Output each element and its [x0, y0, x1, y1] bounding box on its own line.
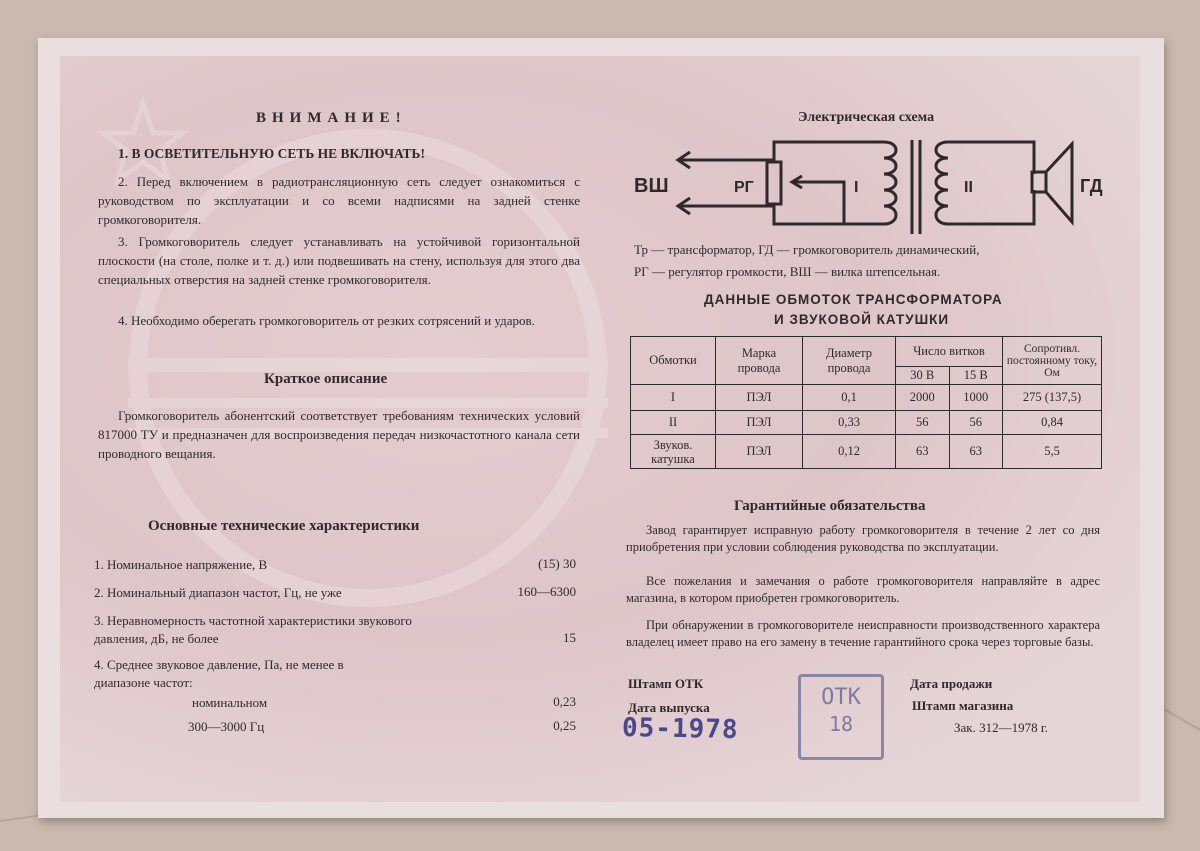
- warranty-title: Гарантийные обязательства: [734, 498, 926, 514]
- winding-1-label: I: [854, 179, 859, 196]
- legend-line-1: Тр — трансформатор, ГД — громкоговоритель динамический,: [634, 242, 980, 257]
- warning-item-3: 3. Громкоговоритель следует устанавливать на устойчивой горизонтальной плоскости (на столе, полке и т. д.) или подвешивать на стену, используя для этого два специальных отверстия на задней стенке громкоговорителя.: [98, 234, 580, 287]
- release-date-stamp: 05-1978: [621, 712, 739, 746]
- table-row: [631, 411, 1102, 435]
- regulator-label: РГ: [734, 179, 754, 196]
- release-date-label: Дата выпуска: [628, 700, 710, 715]
- spec-label: 2. Номинальный диапазон частот, Гц, не уже: [94, 585, 342, 600]
- cell: 63: [896, 435, 950, 469]
- legend-line-2: РГ — регулятор громкости, ВШ — вилка штепсельная.: [634, 264, 941, 279]
- cell: ПЭЛ: [716, 435, 803, 469]
- cell: 0,33: [803, 411, 896, 435]
- header-turns-30: 30 В: [896, 367, 950, 385]
- spec-label: 1. Номинальное напряжение, В: [94, 557, 268, 572]
- otk-box-text: ОТК: [821, 685, 861, 710]
- spec-value: 160—6300: [517, 584, 576, 599]
- cell: ПЭЛ: [716, 411, 803, 435]
- warranty-p1: Завод гарантирует исправную работу громкоговорителя в течение 2 лет со дня приобретения при условии соблюдения руководства по эксплуатации.: [626, 523, 1100, 554]
- spec-value: 0,23: [553, 694, 576, 709]
- otk-box-number: 18: [828, 712, 854, 736]
- header-diameter: Диаметр провода: [803, 337, 896, 385]
- cell: 1000: [949, 385, 1003, 411]
- header-wire: Марка провода: [716, 337, 803, 385]
- windings-title-2: И ЗВУКОВОЙ КАТУШКИ: [774, 312, 950, 327]
- warning-title: ВНИМАНИЕ!: [256, 110, 407, 126]
- spec-label: 300—3000 Гц: [188, 719, 265, 734]
- cell: 63: [949, 435, 1003, 469]
- circuit-diagram: [634, 134, 1114, 244]
- schema-title: Электрическая схема: [798, 110, 935, 125]
- table-row: [631, 385, 1102, 411]
- cell: 0,84: [1003, 411, 1102, 435]
- windings-table: [630, 336, 1102, 469]
- warning-item-1: 1. В ОСВЕТИТЕЛЬНУЮ СЕТЬ НЕ ВКЛЮЧАТЬ!: [118, 146, 425, 161]
- winding-2-label: II: [964, 179, 973, 196]
- plug-label: ВШ: [634, 175, 669, 197]
- cell: 56: [896, 411, 950, 435]
- header-winding: Обмотки: [631, 337, 716, 385]
- header-turns: Число витков: [896, 337, 1003, 367]
- warning-item-2: 2. Перед включением в радиотрансляционную сеть следует ознакомиться с руководством по эксплуатации и со всеми надписями на задней стенке громкоговорителя.: [98, 174, 580, 227]
- spec-label: 4. Среднее звуковое давление, Па, не менее в диапазоне частот:: [94, 657, 344, 690]
- cell: Звуков. катушка: [631, 435, 716, 469]
- warranty-card: [38, 38, 1164, 818]
- cell: ПЭЛ: [716, 385, 803, 411]
- order-number: Зак. 312—1978 г.: [954, 720, 1048, 735]
- windings-title-1: ДАННЫЕ ОБМОТОК ТРАНСФОРМАТОРА: [704, 292, 1003, 307]
- spec-value: (15) 30: [538, 556, 576, 571]
- description-title: Краткое описание: [264, 371, 388, 387]
- spec-value: 15: [563, 630, 576, 645]
- header-turns-15: 15 В: [949, 367, 1003, 385]
- sale-date-label: Дата продажи: [910, 676, 993, 691]
- cell: 5,5: [1003, 435, 1102, 469]
- spec-label: номинальном: [192, 695, 268, 710]
- description-text: Громкоговоритель абонентский соответствует требованиям технических условий 817000 ТУ и предназначен для воспроизведения передач низкочастотного канала сети проводного вещания.: [98, 408, 580, 461]
- shop-stamp-label: Штамп магазина: [912, 698, 1014, 713]
- cell: 2000: [896, 385, 950, 411]
- otk-stamp-label: Штамп ОТК: [628, 676, 704, 691]
- cell: 56: [949, 411, 1003, 435]
- cell: II: [631, 411, 716, 435]
- header-resistance: Сопротивл. постоянному току, Ом: [1003, 337, 1102, 385]
- specs-title: Основные технические характеристики: [148, 518, 420, 534]
- warranty-p2: Все пожелания и замечания о работе громкоговорителя направляйте в адрес магазина, в котором приобретен громкоговоритель.: [626, 574, 1100, 605]
- spec-value: 0,25: [553, 718, 576, 733]
- warranty-p3: При обнаружении в громкоговорителе неисправности производственного характера владелец имеет право на его замену в течение гарантийного срока через торговые базы.: [626, 618, 1100, 649]
- cell: 0,1: [803, 385, 896, 411]
- cell: 0,12: [803, 435, 896, 469]
- otk-box-stamp: [798, 674, 884, 760]
- cell: I: [631, 385, 716, 411]
- cell: 275 (137,5): [1003, 385, 1102, 411]
- spec-label: 3. Неравномерность частотной характеристики звукового давления, дБ, не более: [94, 613, 412, 646]
- warning-item-4: 4. Необходимо оберегать громкоговоритель от резких сотрясений и ударов.: [118, 313, 535, 328]
- table-row: [631, 435, 1102, 469]
- speaker-label: ГД: [1080, 176, 1103, 196]
